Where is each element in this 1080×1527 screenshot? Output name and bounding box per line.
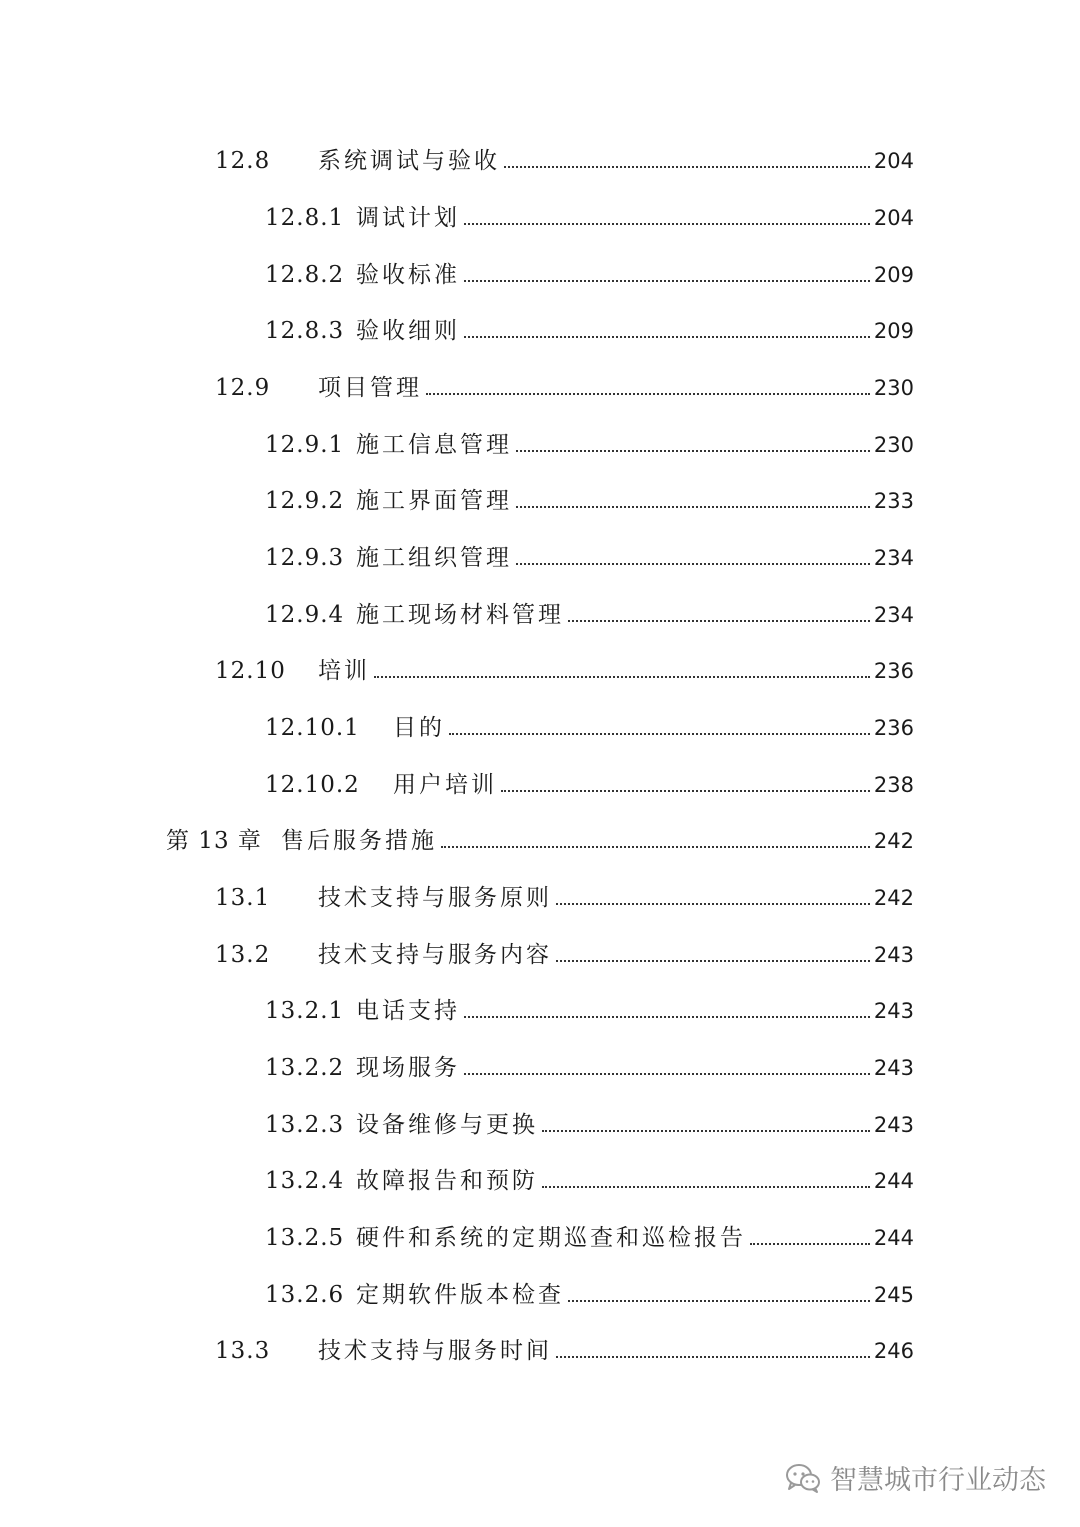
toc-leader-dots	[516, 562, 870, 565]
toc-entry-page: 209	[873, 263, 914, 287]
toc-entry-page: 204	[873, 206, 914, 230]
toc-entry	[166, 815, 914, 855]
toc-leader-dots	[568, 1299, 870, 1302]
toc-entry-title: 技术支持与服务原则	[318, 885, 552, 911]
toc-entry	[215, 135, 914, 175]
toc-entry-page: 242	[873, 829, 914, 853]
toc-entry-page: 236	[873, 659, 914, 683]
toc-entry-page: 244	[873, 1226, 914, 1250]
toc-entry-page: 238	[873, 773, 914, 797]
toc-entry-number: 13.1	[215, 885, 271, 911]
toc-entry-page: 242	[873, 886, 914, 910]
toc-entry-number: 12.10.2	[265, 772, 360, 798]
toc-entry	[265, 985, 914, 1025]
toc-entry	[265, 1099, 914, 1139]
toc-entry-number: 13.2.6	[265, 1282, 345, 1308]
toc-leader-dots	[464, 335, 870, 338]
toc-entry-number: 12.8	[215, 148, 271, 174]
toc-entry-title: 施工组织管理	[356, 545, 512, 571]
toc-entry	[265, 249, 914, 289]
toc-leader-dots	[556, 1355, 870, 1358]
toc-entry	[215, 645, 914, 685]
toc-entry-page: 230	[873, 376, 914, 400]
toc-leader-dots	[441, 845, 870, 848]
wechat-icon	[784, 1462, 822, 1494]
toc-entry	[265, 419, 914, 459]
toc-entry-page: 234	[873, 603, 914, 627]
toc-entry-number: 12.9.1	[265, 432, 345, 458]
toc-leader-dots	[542, 1129, 870, 1132]
toc-entry-page: 230	[873, 433, 914, 457]
toc-entry-number: 12.9.4	[265, 602, 345, 628]
toc-entry	[265, 759, 914, 799]
toc-entry-page: 243	[873, 1113, 914, 1137]
toc-leader-dots	[556, 902, 870, 905]
toc-entry-number: 13.2.1	[265, 998, 345, 1024]
toc-entry-title: 调试计划	[356, 205, 460, 231]
toc-entry-title: 培训	[318, 658, 370, 684]
toc-entry-number: 13.2	[215, 942, 271, 968]
toc-entry-page: 234	[873, 546, 914, 570]
toc-entry	[265, 475, 914, 515]
toc-entry-number: 12.9	[215, 375, 271, 401]
toc-entry-title: 施工界面管理	[356, 488, 512, 514]
toc-entry-title: 施工信息管理	[356, 432, 512, 458]
toc-entry-number: 12.9.2	[265, 488, 345, 514]
toc-entry-number: 13.2.4	[265, 1168, 345, 1194]
toc-entry	[215, 1325, 914, 1365]
toc-entry	[265, 1042, 914, 1082]
toc-entry-title: 用户培训	[393, 772, 497, 798]
toc-entry	[215, 872, 914, 912]
toc-entry-page: 209	[873, 319, 914, 343]
toc-leader-dots	[504, 165, 870, 168]
toc-leader-dots	[464, 222, 870, 225]
toc-entry-number: 12.10.1	[265, 715, 360, 741]
toc-entry-number: 13.2.2	[265, 1055, 345, 1081]
toc-entry-page: 243	[873, 943, 914, 967]
toc-entry-title: 现场服务	[356, 1055, 460, 1081]
toc-entry-title: 施工现场材料管理	[356, 602, 564, 628]
toc-entry-title: 验收细则	[356, 318, 460, 344]
toc-entry	[265, 702, 914, 742]
toc-entry-number: 13.2.3	[265, 1112, 345, 1138]
toc-entry	[265, 532, 914, 572]
watermark	[784, 1458, 1046, 1497]
toc-entry-number: 12.8.3	[265, 318, 345, 344]
toc-entry-title: 技术支持与服务时间	[318, 1338, 552, 1364]
toc-entry	[265, 1212, 914, 1252]
toc-leader-dots	[501, 789, 870, 792]
toc-entry-number: 12.8.2	[265, 262, 345, 288]
toc-leader-dots	[750, 1242, 870, 1245]
toc-leader-dots	[464, 1072, 870, 1075]
watermark-text: 智慧城市行业动态	[830, 1465, 1046, 1496]
toc-entry-title: 定期软件版本检查	[356, 1282, 564, 1308]
toc-leader-dots	[374, 675, 870, 678]
toc-leader-dots	[568, 619, 870, 622]
toc-entry-number: 12.10	[215, 658, 286, 684]
toc-entry-number: 13.3	[215, 1338, 271, 1364]
toc-entry-page: 246	[873, 1339, 914, 1363]
toc-leader-dots	[464, 1015, 870, 1018]
toc-entry-number: 第 13 章	[166, 828, 262, 854]
toc-entry-title: 硬件和系统的定期巡查和巡检报告	[356, 1225, 746, 1251]
toc-entry	[265, 305, 914, 345]
toc-leader-dots	[556, 959, 870, 962]
toc-entry-number: 12.9.3	[265, 545, 345, 571]
toc-entry-title: 售后服务措施	[281, 828, 437, 854]
toc-entry-number: 12.8.1	[265, 205, 345, 231]
toc-entry	[215, 929, 914, 969]
toc-entry-page: 204	[873, 149, 914, 173]
toc-entry	[265, 1269, 914, 1309]
toc-entry-page: 233	[873, 489, 914, 513]
toc-entry	[265, 192, 914, 232]
toc-leader-dots	[542, 1185, 870, 1188]
toc-entry-page: 243	[873, 999, 914, 1023]
toc-entry-page: 244	[873, 1169, 914, 1193]
toc-entry	[265, 1155, 914, 1195]
toc-leader-dots	[516, 449, 870, 452]
toc-entry-page: 236	[873, 716, 914, 740]
toc-entry-title: 设备维修与更换	[356, 1112, 538, 1138]
toc-entry-title: 技术支持与服务内容	[318, 942, 552, 968]
toc-leader-dots	[449, 732, 870, 735]
toc-entry-title: 系统调试与验收	[318, 148, 500, 174]
toc-entry-title: 故障报告和预防	[356, 1168, 538, 1194]
toc-entry-title: 验收标准	[356, 262, 460, 288]
toc-entry-title: 电话支持	[356, 998, 460, 1024]
toc-entry-number: 13.2.5	[265, 1225, 345, 1251]
toc-entry	[215, 362, 914, 402]
toc-leader-dots	[426, 392, 870, 395]
toc-entry	[265, 589, 914, 629]
toc-leader-dots	[516, 505, 870, 508]
toc-entry-page: 243	[873, 1056, 914, 1080]
toc-entry-title: 目的	[393, 715, 445, 741]
toc-entry-title: 项目管理	[318, 375, 422, 401]
toc-leader-dots	[464, 279, 870, 282]
toc-entry-page: 245	[873, 1283, 914, 1307]
